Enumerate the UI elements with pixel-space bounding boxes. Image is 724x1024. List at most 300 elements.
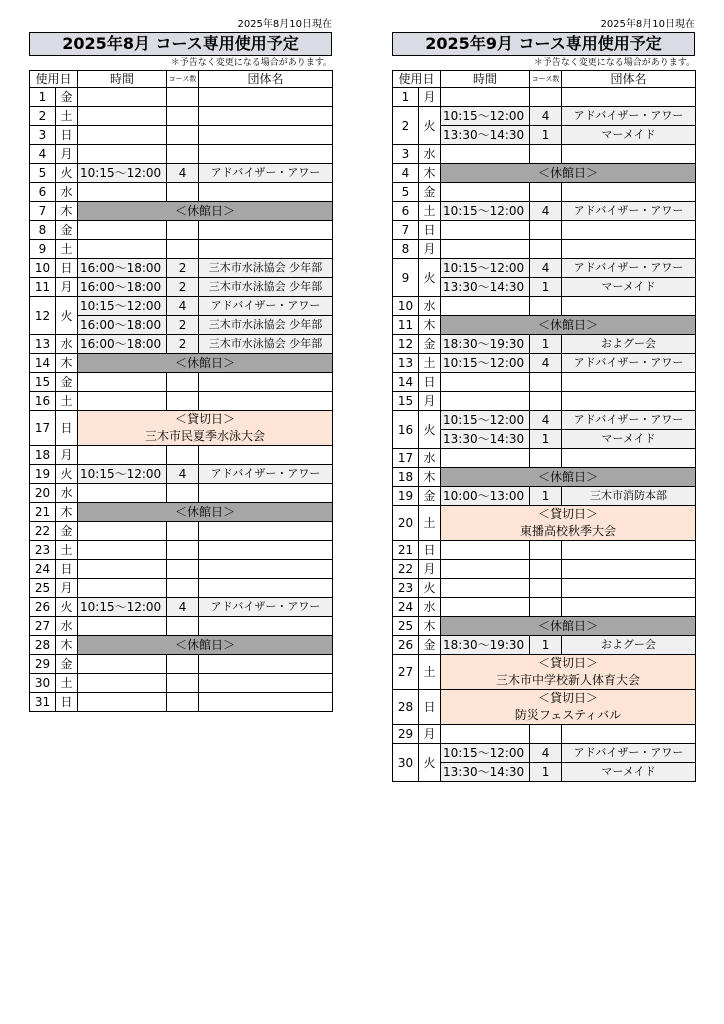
day-row bbox=[393, 354, 696, 373]
day-number: 25 bbox=[30, 579, 56, 598]
group-cell bbox=[562, 579, 696, 598]
course-count-cell: 4 bbox=[530, 107, 562, 126]
weekday: 木 bbox=[419, 316, 441, 335]
weekday: 木 bbox=[56, 503, 78, 522]
course-count-cell: 4 bbox=[167, 598, 199, 617]
day-row bbox=[30, 598, 333, 617]
time-cell bbox=[441, 560, 530, 579]
rental-label: ＜貸切日＞ bbox=[538, 691, 599, 705]
time-cell bbox=[441, 183, 530, 202]
day-number: 11 bbox=[30, 278, 56, 297]
day-row bbox=[30, 126, 333, 145]
group-cell bbox=[199, 579, 333, 598]
day-row bbox=[30, 259, 333, 278]
course-count-cell bbox=[167, 693, 199, 712]
course-count-cell bbox=[530, 240, 562, 259]
weekday: 火 bbox=[419, 107, 441, 145]
weekday: 木 bbox=[419, 164, 441, 183]
weekday: 金 bbox=[419, 335, 441, 354]
time-cell bbox=[78, 240, 167, 259]
day-row bbox=[30, 674, 333, 693]
day-number: 9 bbox=[30, 240, 56, 259]
group-cell: アドバイザー・アワー bbox=[199, 465, 333, 484]
day-row bbox=[30, 297, 333, 316]
day-row bbox=[30, 240, 333, 259]
group-cell bbox=[562, 373, 696, 392]
time-cell: 16:00～18:00 bbox=[78, 278, 167, 297]
time-cell: 16:00～18:00 bbox=[78, 316, 167, 335]
day-row bbox=[30, 373, 333, 392]
course-count-cell: 2 bbox=[167, 278, 199, 297]
day-row bbox=[30, 354, 333, 373]
group-cell bbox=[562, 240, 696, 259]
day-number: 9 bbox=[393, 259, 419, 297]
weekday: 日 bbox=[56, 411, 78, 446]
time-cell: 13:30～14:30 bbox=[441, 278, 530, 297]
closed-day-cell: ＜休館日＞ bbox=[78, 202, 333, 221]
day-row bbox=[30, 411, 333, 446]
day-row bbox=[30, 541, 333, 560]
rental-event-name: 防災フェスティバル bbox=[514, 708, 622, 722]
day-number: 7 bbox=[393, 221, 419, 240]
course-count-cell bbox=[530, 88, 562, 107]
time-cell bbox=[78, 126, 167, 145]
day-number: 3 bbox=[30, 126, 56, 145]
time-cell: 10:15～12:00 bbox=[78, 465, 167, 484]
course-count-cell bbox=[167, 579, 199, 598]
day-row bbox=[30, 446, 333, 465]
day-number: 26 bbox=[30, 598, 56, 617]
rental-event-name: 三木市中学校新人体育大会 bbox=[496, 673, 641, 687]
day-number: 12 bbox=[393, 335, 419, 354]
day-number: 26 bbox=[393, 636, 419, 655]
day-number: 18 bbox=[393, 468, 419, 487]
time-cell bbox=[441, 392, 530, 411]
time-cell bbox=[441, 221, 530, 240]
day-row bbox=[30, 579, 333, 598]
weekday: 土 bbox=[56, 107, 78, 126]
time-cell: 10:15～12:00 bbox=[78, 164, 167, 183]
group-cell: マーメイド bbox=[562, 763, 696, 782]
day-row bbox=[30, 202, 333, 221]
weekday: 金 bbox=[56, 221, 78, 240]
rental-label: ＜貸切日＞ bbox=[175, 412, 236, 426]
day-row bbox=[30, 107, 333, 126]
day-number: 30 bbox=[393, 744, 419, 782]
day-number: 1 bbox=[393, 88, 419, 107]
day-row bbox=[30, 278, 333, 297]
group-cell: およグー会 bbox=[562, 636, 696, 655]
rental-day-cell bbox=[441, 506, 696, 541]
day-number: 28 bbox=[393, 690, 419, 725]
day-row bbox=[393, 373, 696, 392]
rental-label: ＜貸切日＞ bbox=[538, 507, 599, 521]
weekday: 月 bbox=[419, 725, 441, 744]
closed-day-cell: ＜休館日＞ bbox=[441, 164, 696, 183]
course-count-cell bbox=[167, 145, 199, 164]
weekday: 金 bbox=[56, 655, 78, 674]
time-cell: 18:30～19:30 bbox=[441, 335, 530, 354]
course-count-cell bbox=[167, 655, 199, 674]
course-count-cell bbox=[167, 392, 199, 411]
closed-day-cell: ＜休館日＞ bbox=[441, 316, 696, 335]
day-number: 2 bbox=[393, 107, 419, 145]
day-number: 21 bbox=[30, 503, 56, 522]
group-cell bbox=[199, 221, 333, 240]
group-cell bbox=[199, 541, 333, 560]
day-number: 16 bbox=[30, 392, 56, 411]
time-cell: 10:15～12:00 bbox=[441, 744, 530, 763]
day-row bbox=[30, 503, 333, 522]
time-cell bbox=[78, 145, 167, 164]
rental-day-cell bbox=[78, 411, 333, 446]
weekday: 水 bbox=[56, 617, 78, 636]
course-count-cell: 2 bbox=[167, 259, 199, 278]
weekday: 月 bbox=[419, 392, 441, 411]
group-cell bbox=[199, 484, 333, 503]
group-cell bbox=[199, 107, 333, 126]
day-number: 12 bbox=[30, 297, 56, 335]
group-cell bbox=[562, 560, 696, 579]
group-cell: およグー会 bbox=[562, 335, 696, 354]
group-cell bbox=[562, 88, 696, 107]
header-time: 時間 bbox=[78, 71, 167, 88]
day-row bbox=[30, 617, 333, 636]
course-count-cell bbox=[167, 560, 199, 579]
weekday: 日 bbox=[56, 560, 78, 579]
group-cell bbox=[199, 183, 333, 202]
weekday: 火 bbox=[56, 297, 78, 335]
group-cell bbox=[199, 446, 333, 465]
day-number: 4 bbox=[393, 164, 419, 183]
time-cell bbox=[441, 373, 530, 392]
day-number: 6 bbox=[30, 183, 56, 202]
course-count-cell: 4 bbox=[530, 744, 562, 763]
day-number: 2 bbox=[30, 107, 56, 126]
time-cell: 10:15～12:00 bbox=[441, 259, 530, 278]
weekday: 水 bbox=[56, 335, 78, 354]
time-cell bbox=[78, 373, 167, 392]
header-date: 使用日 bbox=[30, 71, 78, 88]
course-count-cell bbox=[167, 484, 199, 503]
day-number: 11 bbox=[393, 316, 419, 335]
day-number: 21 bbox=[393, 541, 419, 560]
weekday: 月 bbox=[419, 240, 441, 259]
time-cell: 13:30～14:30 bbox=[441, 763, 530, 782]
time-cell bbox=[441, 88, 530, 107]
weekday: 木 bbox=[56, 636, 78, 655]
weekday: 日 bbox=[56, 259, 78, 278]
weekday: 金 bbox=[56, 373, 78, 392]
weekday: 日 bbox=[419, 373, 441, 392]
day-row bbox=[393, 145, 696, 164]
group-cell bbox=[199, 560, 333, 579]
course-count-cell: 1 bbox=[530, 278, 562, 297]
schedule-table bbox=[29, 70, 333, 712]
course-count-cell bbox=[530, 373, 562, 392]
time-cell bbox=[78, 221, 167, 240]
day-number: 19 bbox=[393, 487, 419, 506]
day-number: 30 bbox=[30, 674, 56, 693]
day-number: 5 bbox=[393, 183, 419, 202]
day-number: 24 bbox=[393, 598, 419, 617]
day-number: 23 bbox=[393, 579, 419, 598]
course-count-cell bbox=[530, 598, 562, 617]
weekday: 木 bbox=[56, 354, 78, 373]
group-cell bbox=[199, 392, 333, 411]
day-row bbox=[30, 145, 333, 164]
day-number: 22 bbox=[393, 560, 419, 579]
as-of-date: 2025年8月10日現在 bbox=[237, 19, 332, 30]
group-cell: アドバイザー・アワー bbox=[199, 598, 333, 617]
day-number: 6 bbox=[393, 202, 419, 221]
day-number: 13 bbox=[393, 354, 419, 373]
weekday: 月 bbox=[419, 88, 441, 107]
day-number: 20 bbox=[30, 484, 56, 503]
weekday: 月 bbox=[56, 446, 78, 465]
day-number: 29 bbox=[393, 725, 419, 744]
day-row bbox=[30, 164, 333, 183]
day-row bbox=[393, 541, 696, 560]
group-cell: アドバイザー・アワー bbox=[562, 202, 696, 221]
rental-day-cell bbox=[441, 655, 696, 690]
closed-day-cell: ＜休館日＞ bbox=[78, 354, 333, 373]
weekday: 土 bbox=[56, 392, 78, 411]
group-cell bbox=[562, 598, 696, 617]
weekday: 火 bbox=[419, 579, 441, 598]
time-cell bbox=[441, 297, 530, 316]
time-cell bbox=[78, 560, 167, 579]
group-cell: アドバイザー・アワー bbox=[562, 354, 696, 373]
day-number: 10 bbox=[393, 297, 419, 316]
day-row bbox=[393, 560, 696, 579]
day-number: 31 bbox=[30, 693, 56, 712]
group-cell: 三木市水泳協会 少年部 bbox=[199, 278, 333, 297]
time-cell bbox=[78, 674, 167, 693]
time-cell bbox=[78, 617, 167, 636]
day-row bbox=[30, 221, 333, 240]
course-count-cell bbox=[530, 579, 562, 598]
group-cell bbox=[562, 541, 696, 560]
weekday: 月 bbox=[56, 145, 78, 164]
course-count-cell: 1 bbox=[530, 430, 562, 449]
time-cell: 16:00～18:00 bbox=[78, 259, 167, 278]
course-count-cell: 2 bbox=[167, 335, 199, 354]
closed-day-cell: ＜休館日＞ bbox=[441, 617, 696, 636]
day-row bbox=[30, 335, 333, 354]
group-cell: アドバイザー・アワー bbox=[199, 297, 333, 316]
weekday: 金 bbox=[56, 88, 78, 107]
course-count-cell bbox=[167, 522, 199, 541]
day-number: 17 bbox=[30, 411, 56, 446]
time-cell: 10:15～12:00 bbox=[441, 107, 530, 126]
group-cell bbox=[562, 725, 696, 744]
group-cell bbox=[199, 693, 333, 712]
group-cell bbox=[199, 88, 333, 107]
time-cell bbox=[441, 541, 530, 560]
day-row bbox=[393, 617, 696, 636]
weekday: 土 bbox=[419, 506, 441, 541]
course-count-cell bbox=[167, 240, 199, 259]
time-cell bbox=[441, 240, 530, 259]
day-row bbox=[393, 468, 696, 487]
time-cell bbox=[78, 183, 167, 202]
day-number: 28 bbox=[30, 636, 56, 655]
day-number: 10 bbox=[30, 259, 56, 278]
time-cell bbox=[78, 693, 167, 712]
day-row bbox=[393, 449, 696, 468]
day-row bbox=[393, 107, 696, 126]
group-cell: アドバイザー・アワー bbox=[199, 164, 333, 183]
group-cell: 三木市水泳協会 少年部 bbox=[199, 335, 333, 354]
course-count-cell: 1 bbox=[530, 126, 562, 145]
day-number: 19 bbox=[30, 465, 56, 484]
page-title: 2025年9月 コース専用使用予定 bbox=[392, 32, 695, 56]
day-number: 3 bbox=[393, 145, 419, 164]
weekday: 火 bbox=[419, 744, 441, 782]
weekday: 火 bbox=[419, 259, 441, 297]
day-row bbox=[30, 693, 333, 712]
weekday: 月 bbox=[56, 278, 78, 297]
time-cell: 10:15～12:00 bbox=[441, 202, 530, 221]
time-cell bbox=[78, 484, 167, 503]
day-row bbox=[30, 392, 333, 411]
day-row bbox=[393, 487, 696, 506]
day-number: 25 bbox=[393, 617, 419, 636]
day-number: 15 bbox=[393, 392, 419, 411]
weekday: 火 bbox=[56, 598, 78, 617]
weekday: 水 bbox=[419, 449, 441, 468]
weekday: 土 bbox=[56, 674, 78, 693]
weekday: 日 bbox=[56, 693, 78, 712]
group-cell: アドバイザー・アワー bbox=[562, 107, 696, 126]
course-count-cell bbox=[167, 373, 199, 392]
group-cell: 三木市水泳協会 少年部 bbox=[199, 259, 333, 278]
day-number: 23 bbox=[30, 541, 56, 560]
day-number: 8 bbox=[30, 221, 56, 240]
day-row bbox=[393, 690, 696, 725]
course-count-cell bbox=[530, 145, 562, 164]
rental-event-name: 三木市民夏季水泳大会 bbox=[145, 429, 266, 443]
course-count-cell: 4 bbox=[167, 465, 199, 484]
weekday: 水 bbox=[56, 183, 78, 202]
weekday: 火 bbox=[56, 465, 78, 484]
weekday: 金 bbox=[419, 487, 441, 506]
day-number: 14 bbox=[393, 373, 419, 392]
day-number: 24 bbox=[30, 560, 56, 579]
weekday: 水 bbox=[419, 297, 441, 316]
day-row bbox=[393, 316, 696, 335]
september-schedule bbox=[392, 18, 695, 782]
course-count-cell bbox=[167, 221, 199, 240]
weekday: 金 bbox=[56, 522, 78, 541]
group-cell bbox=[199, 145, 333, 164]
weekday: 木 bbox=[419, 468, 441, 487]
day-row bbox=[393, 297, 696, 316]
as-of-date: 2025年8月10日現在 bbox=[600, 19, 695, 30]
course-count-cell: 4 bbox=[167, 297, 199, 316]
header-group: 団体名 bbox=[199, 71, 333, 88]
group-cell: マーメイド bbox=[562, 278, 696, 297]
day-number: 27 bbox=[393, 655, 419, 690]
closed-day-cell: ＜休館日＞ bbox=[78, 636, 333, 655]
time-cell: 10:15～12:00 bbox=[441, 411, 530, 430]
weekday: 日 bbox=[419, 690, 441, 725]
course-count-cell bbox=[167, 541, 199, 560]
time-cell bbox=[441, 145, 530, 164]
weekday: 土 bbox=[419, 354, 441, 373]
weekday: 土 bbox=[419, 655, 441, 690]
course-count-cell bbox=[167, 183, 199, 202]
day-number: 5 bbox=[30, 164, 56, 183]
course-count-cell bbox=[530, 392, 562, 411]
day-row bbox=[393, 598, 696, 617]
rental-event-name: 東播高校秋季大会 bbox=[520, 524, 617, 538]
weekday: 金 bbox=[419, 636, 441, 655]
header-date: 使用日 bbox=[393, 71, 441, 88]
weekday: 木 bbox=[419, 617, 441, 636]
time-cell bbox=[78, 392, 167, 411]
day-row bbox=[393, 183, 696, 202]
day-row bbox=[393, 88, 696, 107]
change-note: ＊予告なく変更になる場合があります。 bbox=[533, 58, 695, 68]
course-count-cell bbox=[530, 560, 562, 579]
time-cell: 16:00～18:00 bbox=[78, 335, 167, 354]
group-cell: マーメイド bbox=[562, 126, 696, 145]
weekday: 水 bbox=[419, 598, 441, 617]
group-cell: 三木市水泳協会 少年部 bbox=[199, 316, 333, 335]
day-row bbox=[393, 744, 696, 763]
group-cell bbox=[562, 392, 696, 411]
day-row bbox=[393, 411, 696, 430]
time-cell bbox=[78, 541, 167, 560]
day-number: 15 bbox=[30, 373, 56, 392]
time-cell: 10:00～13:00 bbox=[441, 487, 530, 506]
weekday: 火 bbox=[419, 411, 441, 449]
time-cell bbox=[78, 579, 167, 598]
day-row bbox=[393, 392, 696, 411]
day-number: 20 bbox=[393, 506, 419, 541]
day-row bbox=[393, 579, 696, 598]
day-row bbox=[30, 484, 333, 503]
course-count-cell bbox=[167, 107, 199, 126]
day-number: 16 bbox=[393, 411, 419, 449]
day-row bbox=[393, 259, 696, 278]
group-cell bbox=[562, 221, 696, 240]
day-number: 13 bbox=[30, 335, 56, 354]
course-count-cell: 1 bbox=[530, 335, 562, 354]
day-number: 7 bbox=[30, 202, 56, 221]
day-row bbox=[30, 655, 333, 674]
header-time: 時間 bbox=[441, 71, 530, 88]
course-count-cell: 4 bbox=[530, 411, 562, 430]
time-cell bbox=[441, 449, 530, 468]
page-title: 2025年8月 コース専用使用予定 bbox=[29, 32, 332, 56]
weekday: 日 bbox=[419, 541, 441, 560]
day-row bbox=[393, 240, 696, 259]
day-number: 18 bbox=[30, 446, 56, 465]
course-count-cell bbox=[167, 88, 199, 107]
day-row bbox=[30, 560, 333, 579]
day-row bbox=[393, 202, 696, 221]
course-count-cell: 1 bbox=[530, 487, 562, 506]
day-row bbox=[393, 506, 696, 541]
group-cell bbox=[199, 126, 333, 145]
day-row bbox=[393, 164, 696, 183]
day-number: 17 bbox=[393, 449, 419, 468]
group-cell: アドバイザー・アワー bbox=[562, 411, 696, 430]
course-count-cell bbox=[530, 725, 562, 744]
